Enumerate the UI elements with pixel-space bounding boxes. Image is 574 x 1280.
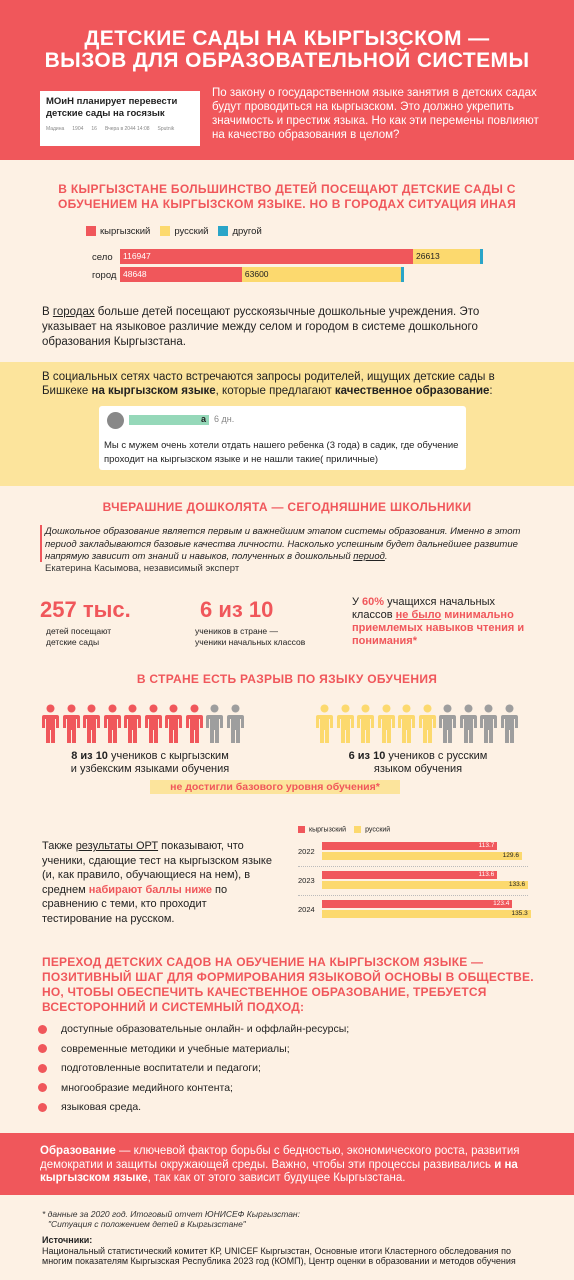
recommendations-list — [38, 1023, 538, 1121]
stat3-part: учащихся начальных классов — [352, 596, 495, 621]
chart2-bar: 133.6 — [322, 881, 528, 889]
section4-title-line: НО, ЧТОБЫ ОБЕСПЕЧИТЬ КАЧЕСТВЕННОЕ ОБРАЗОВАНИЕ, ТРЕБУЕТСЯ — [42, 985, 487, 999]
news-meta-date: Вчера в 2044 14:08 — [104, 126, 150, 132]
news-meta-source: Мадина — [46, 126, 65, 132]
legend-swatch — [218, 226, 228, 236]
person-icon — [378, 704, 395, 744]
stat2-label-line: учеников в стране — — [195, 626, 279, 636]
people-icons-right — [316, 704, 521, 746]
left-caption-text: и узбекским языками обучения — [70, 763, 230, 775]
person-icon — [63, 704, 80, 744]
bullet-dot-icon — [38, 1103, 47, 1112]
person-icon — [480, 704, 497, 744]
comment-text: Мы с мужем очень хотели отдать нашего ребенка (3 года) в садик, где обучение проходит на кыргызском языке и не нашли такие( приличные) — [104, 440, 459, 465]
para-text: В — [42, 306, 53, 318]
list-item — [38, 1023, 538, 1043]
stat1-label-line: детей посещают — [46, 626, 112, 636]
legend-item-kyrgyz — [86, 226, 150, 237]
section1-title-line2: ОБУЧЕНИЕМ НА КЫРГЫЗСКОМ ЯЗЫКЕ. НО В ГОРОДАХ СИТУАЦИЯ ИНАЯ — [57, 197, 516, 211]
social-text-part: : — [489, 385, 493, 397]
avatar — [107, 412, 124, 429]
legend-label: русский — [174, 226, 209, 237]
person-icon — [206, 704, 223, 744]
person-icon — [501, 704, 518, 744]
cities-link[interactable]: городах — [52, 306, 95, 318]
section1-paragraph — [42, 305, 532, 350]
stat1-label — [46, 626, 111, 648]
list-item — [38, 1082, 538, 1102]
section1-title — [20, 182, 554, 212]
conclusion-text-part: , так как от этого зависит будущее Кыргызстана. — [147, 1172, 406, 1184]
legend-item-russian — [160, 226, 208, 237]
ort-link[interactable]: результаты ОРТ — [75, 840, 159, 852]
right-caption-text: языком обучения — [373, 763, 463, 775]
conclusion-paragraph — [40, 1145, 540, 1186]
social-text-part: В социальных сетях часто встречаются запросы родителей, ищущих детские сады в Бишкеке — [42, 371, 495, 397]
person-icon — [104, 704, 121, 744]
social-text-bold: качественное образование — [334, 385, 490, 397]
conclusion-bold: Образование — [40, 1145, 116, 1157]
chart2-bar: 135.3 — [322, 910, 531, 918]
conclusion-text: не достигли базового уровня обучения* — [170, 781, 380, 793]
expert-quote — [45, 526, 545, 564]
right-caption-bold: 6 из 10 — [348, 750, 386, 762]
chart1-bar-segment: 63600 — [242, 267, 401, 282]
section4-title — [42, 955, 542, 1015]
stat2-label-line: ученики начальных классов — [195, 637, 306, 647]
ort-chart — [298, 840, 538, 930]
title-line-2: ВЫЗОВ ДЛЯ ОБРАЗОВАТЕЛЬНОЙ СИСТЕМЫ — [44, 49, 530, 72]
list-item — [38, 1043, 538, 1063]
chart1-bar-segment: 116947 — [120, 249, 413, 264]
social-text — [42, 370, 542, 398]
chart2-bar: 113.6 — [322, 871, 497, 879]
news-meta — [46, 126, 194, 132]
news-title: МОиН планирует перевести детские сады на госязык — [46, 96, 178, 119]
news-meta-publisher: Sputnik — [157, 126, 175, 132]
quote-author: Екатерина Касымова, независимый эксперт — [45, 563, 240, 574]
ort-paragraph — [42, 839, 272, 926]
conclusion-text-part: — ключевой фактор борьбы с бедностью, экономического роста, развития демократии и защиты окружающей среды. Важно, чтобы эти процессы развивались — [40, 1145, 520, 1171]
page-title — [20, 28, 554, 72]
chart2-divider — [298, 866, 528, 867]
chart1-bar-row — [120, 267, 482, 282]
legend-label: кыргызский — [100, 226, 151, 237]
social-text-bold: на кыргызском языке — [91, 385, 216, 397]
legend-label: русский — [365, 826, 391, 834]
stat1-value: 257 тыс. — [40, 597, 131, 622]
news-meta-comments: 16 — [91, 126, 97, 132]
sources — [42, 1235, 542, 1267]
people-icons-left — [42, 704, 247, 746]
person-icon — [316, 704, 333, 744]
chart1-category-label: город — [92, 270, 117, 281]
person-icon — [337, 704, 354, 744]
chart2-year-label: 2023 — [298, 876, 315, 885]
person-icon — [83, 704, 100, 744]
person-icon — [439, 704, 456, 744]
legend-label: кыргызский — [309, 826, 347, 834]
left-caption — [50, 750, 250, 776]
bullet-dot-icon — [38, 1064, 47, 1073]
quote-text: Дошкольное образование является первым и важнейшим этапом системы образования. Именно в этот период закладываются базовые качества личности. Насколько успешным будет дальнейшее развитие напрямую зависит от знаний и навыков, полученных в дошкольный — [45, 526, 521, 562]
bullet-dot-icon — [38, 1044, 47, 1053]
ort-text: показывают, что ученики, сдающие тест на кыргызском языке (и, как правило, обучающиеся на нем), в среднем — [42, 840, 272, 896]
person-icon — [124, 704, 141, 744]
footnote-line: * данные за 2020 год. Итоговый отчет ЮНИСЕФ Кыргызстан: — [42, 1209, 300, 1219]
footnote — [42, 1209, 542, 1229]
stat3-neg: не было — [395, 609, 442, 621]
para-text: больше детей посещают русскоязычные дошкольные учреждения. Это указывает на языковое различие между селом и городом в системе дошкольного образования Кыргызстана. — [42, 306, 480, 348]
section4-title-line: ПОЗИТИВНЫЙ ШАГ ДЛЯ ФОРМИРОВАНИЯ ЯЗЫКОВОЙ ОСНОВЫ В ОБЩЕСТВЕ. — [42, 970, 534, 984]
legend-item-kyrgyz — [298, 826, 346, 833]
comment-time: 6 дн. — [214, 414, 235, 424]
person-icon — [357, 704, 374, 744]
quote-bar — [40, 525, 42, 562]
quote-text: . — [384, 551, 388, 562]
stat3-part: У — [352, 596, 363, 608]
chart1-legend — [86, 226, 262, 237]
news-card[interactable] — [40, 91, 200, 146]
right-caption — [318, 750, 518, 776]
left-caption-text: учеников с кыргызским — [107, 750, 229, 762]
comment-author: а — [201, 414, 207, 424]
list-item-text: многообразие медийного контента; — [61, 1081, 233, 1094]
chart2-year-label: 2022 — [298, 847, 315, 856]
chart1-bar-segment: 26613 — [413, 249, 480, 264]
person-icon — [227, 704, 244, 744]
chart2-legend — [298, 826, 390, 833]
list-item-text: современные методики и учебные материалы; — [61, 1042, 290, 1055]
chart1-category-label: село — [92, 252, 113, 263]
section4-title-line: ПЕРЕХОД ДЕТСКИХ САДОВ НА ОБУЧЕНИЕ НА КЫРГЫЗСКОМ ЯЗЫКЕ — — [42, 955, 484, 969]
stat2-value: 6 из 10 — [200, 597, 274, 622]
chart2-year-label: 2024 — [298, 905, 315, 914]
list-item-text: доступные образовательные онлайн- и оффлайн-ресурсы; — [61, 1023, 350, 1035]
footnote-line: "Ситуация с положением детей в Кыргызстане" — [48, 1219, 246, 1229]
stat3-text — [352, 596, 532, 648]
legend-swatch — [160, 226, 170, 236]
chart2-bar: 123.4 — [322, 900, 512, 908]
person-icon — [460, 704, 477, 744]
redacted-name — [129, 415, 209, 425]
section1-title-line1: В КЫРГЫЗСТАНЕ БОЛЬШИНСТВО ДЕТЕЙ ПОСЕЩАЮТ ДЕТСКИЕ САДЫ С — [58, 182, 516, 196]
chart2-bar: 129.6 — [322, 852, 522, 860]
chart1-bar-segment — [401, 267, 404, 282]
quote-link[interactable]: период — [353, 551, 385, 562]
social-text-part: , которые предлагают — [215, 385, 335, 397]
legend-swatch — [354, 826, 361, 833]
conclusion-bold: и на кыргызском языке — [40, 1158, 518, 1184]
legend-swatch — [298, 826, 305, 833]
bullet-dot-icon — [38, 1083, 47, 1092]
chart1-bar-row — [120, 249, 482, 264]
list-item — [38, 1062, 538, 1082]
left-caption-bold: 8 из 10 — [71, 750, 108, 762]
sources-text: Национальный статистический комитет КР, UNICEF Кыргызстан, Основные итоги Кластерного обследования по многим показателям Кыргызская Республика 2023 год (КОМП), Центр оценки в образовании и методов обучения — [42, 1245, 516, 1266]
stat2-label — [195, 626, 305, 648]
section3-title: В СТРАНЕ ЕСТЬ РАЗРЫВ ПО ЯЗЫКУ ОБУЧЕНИЯ — [136, 672, 438, 686]
sources-title: Источники: — [42, 1235, 93, 1245]
social-comment-card — [99, 406, 466, 470]
ort-text: Также — [42, 840, 76, 852]
person-icon — [398, 704, 415, 744]
person-icon — [186, 704, 203, 744]
person-icon — [145, 704, 162, 744]
list-item — [38, 1101, 538, 1121]
chart2-bar: 113.7 — [322, 842, 497, 850]
right-caption-text: учеников с русским — [385, 750, 488, 762]
ort-red: набирают баллы ниже — [88, 883, 212, 896]
chart2-divider — [298, 895, 528, 896]
stat3-pct: 60% — [362, 596, 385, 608]
stat1-label-line: детские сады — [46, 637, 100, 647]
list-item-text: подготовленные воспитатели и педагоги; — [61, 1062, 261, 1074]
stat3-part: минимально приемлемых навыков чтения и понимания* — [352, 609, 525, 647]
list-item-text: языковая среда. — [61, 1101, 142, 1113]
title-line-1: ДЕТСКИЕ САДЫ НА КЫРГЫЗСКОМ — — [84, 27, 490, 50]
person-icon — [42, 704, 59, 744]
legend-label: другой — [232, 226, 262, 237]
legend-item-russian — [354, 826, 390, 833]
legend-swatch — [86, 226, 96, 236]
ort-text: по сравнению с теми, кто проходит тестирование на русском. — [42, 883, 228, 925]
chart1-bar-segment: 48648 — [120, 267, 242, 282]
section2-title: ВЧЕРАШНИЕ ДОШКОЛЯТА — СЕГОДНЯШНИЕ ШКОЛЬНИКИ — [102, 500, 472, 514]
intro-text: По закону о государственном языке занятия в детских садах будут проводиться на кыргызском. Это должно укрепить значимость и престиж языка. Но как эти перемены повлияют на качество образования в целом? — [212, 87, 539, 141]
section4-title-line: ВСЕСТОРОННИЙ И СИСТЕМНЫЙ ПОДХОД: — [42, 1000, 305, 1014]
person-icon — [419, 704, 436, 744]
bullet-dot-icon — [38, 1025, 47, 1034]
news-meta-views: 1904 — [72, 126, 84, 132]
legend-item-other — [218, 226, 261, 237]
chart1-bar-segment — [480, 249, 483, 264]
person-icon — [165, 704, 182, 744]
